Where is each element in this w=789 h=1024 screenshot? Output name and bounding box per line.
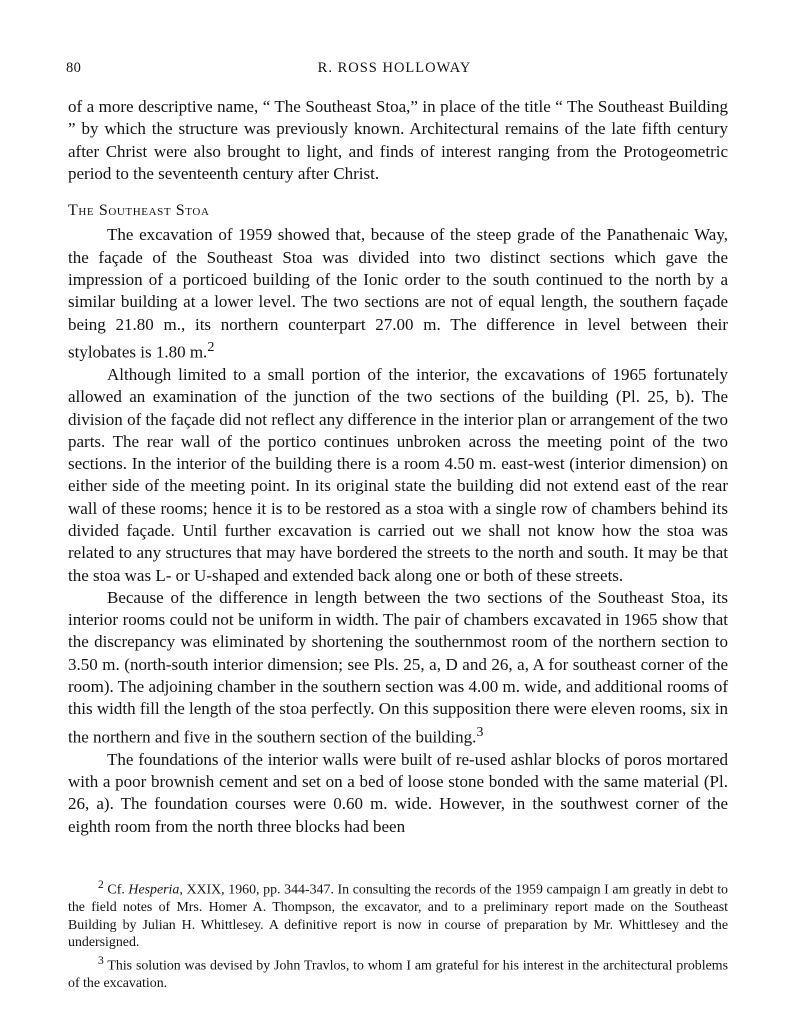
- footnote-2: [68, 876, 728, 952]
- paragraph: The foundations of the interior walls were built of re-used ashlar blocks of poros mortared with a poor brownish cement and set on a bed of loose stone bonded with the same material (Pl. 26, a). The foundation courses were 0.60 m. wide. However, in the southwest corner of the eighth room from the north three blocks had been: [68, 749, 728, 836]
- footnote-text: , XXIX, 1960, pp. 344-347. In consulting the records of the 1959 campaign I am greatly in debt to the field notes of Mrs. Homer A. Thompson, the excavator, and to a preliminary report made on the Southeast Building by Julian H. Whittlesey. A definitive report is now in course of preparation by Mr. Whittlesey and the undersigned.: [68, 882, 729, 951]
- paragraph: [68, 587, 728, 749]
- footnote-lead: Cf.: [103, 882, 129, 898]
- paragraph-text: Because of the difference in length between the two sections of the Southeast Stoa, its interior rooms could not be uniform in width. The pair of chambers excavated in 1965 show that the discrepancy was eliminated by shortening the southernmost room of the northern section to 3.50 m. (north-south interior dimension; see Pls. 25, a, D and 26, a, A for southeast corner of the room). The adjoining chamber in the southern section was 4.00 m. wide, and additional rooms of this width fill the length of the stoa perfectly. On this supposition there were eleven rooms, six in the northern and five in the southern section of the building.: [68, 587, 728, 747]
- paragraph: [68, 224, 728, 363]
- journal-title: Hesperia: [128, 882, 180, 898]
- paragraph-text: The excavation of 1959 showed that, because of the steep grade of the Panathenaic Way, the façade of the Southeast Stoa was divided into two distinct sections which gave the impression of a porticoed building of the Ionic order to the south continued to the north by a similar building at a lower level. The two sections are not of equal length, the southern façade being 21.80 m., its northern counterpart 27.00 m. The difference in level between their stylobates is 1.80 m.: [68, 225, 728, 362]
- footnote-reference[interactable]: 2: [207, 338, 215, 355]
- footnote-mark: 3: [98, 954, 104, 967]
- footnote-3: [68, 952, 728, 993]
- footnote-text: This solution was devised by John Travlos, to whom I am grateful for his interest in the architectural problems of the excavation.: [68, 958, 728, 992]
- page-header: [66, 60, 723, 80]
- paragraph: Although limited to a small portion of the interior, the excavations of 1965 fortunately allowed an examination of the junction of the two sections of the building (Pl. 25, b). The division of the façade did not reflect any difference in the interior plan or arrangement of the two parts. The rear wall of the portico continues unbroken across the meeting point of the two sections. In the interior of the building there is a room 4.50 m. east-west (interior dimension) on either side of the meeting point. In its original state the building did not extend east of the rear wall of these rooms; hence it is to be restored as a stoa with a single row of chambers behind its divided façade. Until further excavation is carried out we shall not know how the stoa was related to any structures that may have bordered the streets to the north and south. It may be that the stoa was L- or U-shaped and extended back along one or both of these streets.: [68, 364, 728, 585]
- footnote-reference[interactable]: 3: [476, 723, 484, 740]
- running-head: R. ROSS HOLLOWAY: [317, 60, 472, 76]
- intro-paragraph: of a more descriptive name, “ The Southeast Stoa,” in place of the title “ The Southeast Building ” by which the structure was previously known. Architectural remains of the late fifth century after Christ were also brought to light, and finds of interest ranging from the Protogeometric period to the seventeenth century after Christ.: [68, 97, 728, 183]
- footnote-mark: 2: [98, 878, 104, 891]
- footnotes: [68, 876, 728, 993]
- section-heading: The Southeast Stoa: [68, 202, 210, 220]
- body-text: [68, 96, 728, 838]
- page-number: 80: [66, 60, 82, 76]
